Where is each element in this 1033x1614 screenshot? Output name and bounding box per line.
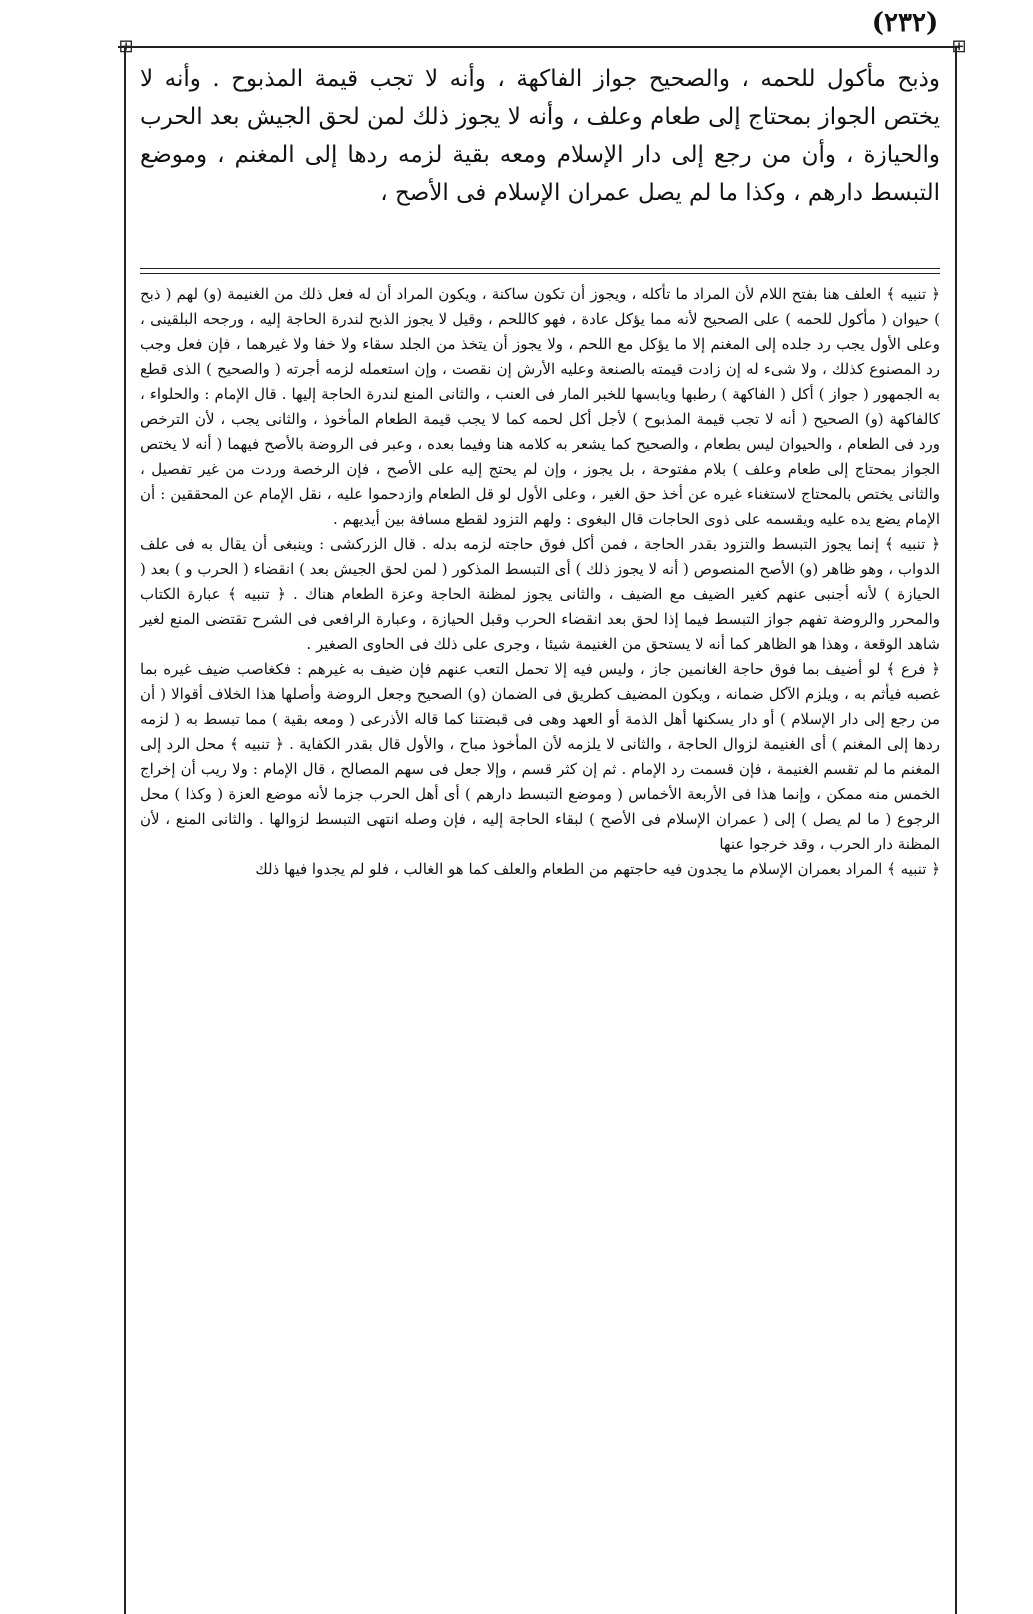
commentary-paragraph: ﴿ تنبيه ﴾ المراد بعمران الإسلام ما يجدون فيه حاجتهم من الطعام والعلف كما هو الغالب ، فلو لم يجدوا فيها ذلك — [255, 860, 940, 878]
frame-left-border — [124, 46, 126, 1614]
text-separator-rule — [140, 268, 940, 274]
corner-ornament-icon: ⊞ — [118, 36, 134, 57]
frame-top-border — [118, 46, 960, 48]
commentary-text — [140, 282, 940, 882]
frame-right-border — [955, 46, 957, 1614]
corner-ornament-icon: ⊞ — [951, 36, 967, 57]
main-text-paragraph: وذبح مأكول للحمه ، والصحيح جواز الفاكهة ، وأنه لا تجب قيمة المذبوح . وأنه لا يختص الجواز بمحتاج إلى طعام وعلف ، وأنه لا يجوز ذلك لمن لحق الجيش بعد الحرب والحيازة ، وأن من رجع إلى دار الإسلام ومعه بقية لزمه ردها إلى المغنم ، وموضع التبسط دارهم ، وكذا ما لم يصل عمران الإسلام فى الأصح ، — [140, 66, 940, 206]
commentary-paragraph: ﴿ فرع ﴾ لو أضيف بما فوق حاجة الغانمين جاز ، وليس فيه إلا تحمل التعب عنهم فإن ضيف به غيرهم : فكغاصب ضيف غيره بما غصبه فيأثم به ، ويلزم الآكل ضمانه ، ويكون المضيف كطريق فى الضمان (و) الصحيح وجعل الروضة وأصلها هذا الخلاف أقوالا ( أن من رجع إلى دار الإسلام ) أو دار يسكنها أهل الذمة أو العهد وهى فى قبضتنا كما قاله الأذرعى ( ومعه بقية ) مما تبسط به ( لزمه ردها إلى المغنم ) أى الغنيمة لزوال الحاجة ، والثانى لا يلزمه لأن المأخوذ مباح ، والأول قال بقدر الكفاية . ﴿ تنبيه ﴾ محل الرد إلى المغنم ما لم تقسم الغنيمة ، فإن قسمت رد الإمام . ثم إن كثر قسم ، وإلا جعل فى سهم المصالح ، قال الإمام : ولا ريب أن إخراج الخمس منه ممكن ، وإنما هذا فى الأربعة الأخماس ( وموضع التبسط دارهم ) أى أهل الحرب جزما لأنه موضع العزة ( وكذا ) محل الرجوع ( ما لم يصل ) إلى ( عمران الإسلام فى الأصح ) لبقاء الحاجة إليه ، فإن وصله انتهى التبسط لزوالها . والثانى المنع ، لأن المظنة دار الحرب ، وقد خرجوا عنها — [140, 660, 940, 853]
main-text — [140, 60, 940, 212]
commentary-paragraph: ﴿ تنبيه ﴾ العلف هنا بفتح اللام لأن المراد ما تأكله ، ويجوز أن تكون ساكنة ، ويكون المراد أن له فعل ذلك من الغنيمة (و) لهم ( ذبح ) حيوان ( مأكول للحمه ) على الصحيح لأنه مما يؤكل عادة ، فهو كاللحم ، وقيل لا يجوز الذبح لندرة الحاجة إليه ، ورجحه البلقينى ، وعلى الأول يجب رد جلده إلى المغنم إلا ما يؤكل مع اللحم ، ولا يجوز أن يتخذ من الجلد سقاء ولا خفا ولا غيرهما ، فإن فعل وجب رد المصنوع كذلك ، ولا شىء له إن زادت قيمته بالصنعة وعليه الأرش إن نقصت ، وإن استعمله لزمه أجرته ( والصحيح ) الذى قطع به الجمهور ( جواز ) أكل ( الفاكهة ) رطبها ويابسها للخبر المار فى العنب ، والثانى المنع لندرة الحاجة إليها . قال الإمام : والحلواء ، كالفاكهة (و) الصحيح ( أنه لا تجب قيمة المذبوح ) لأجل أكل لحمه كما لا يجب قيمة الطعام المأخوذ ، والثانى يجب ، لأن الترخص ورد فى الطعام ، والحيوان ليس بطعام ، والصحيح كما يشعر به كلامه هنا وفيما بعده ، وعبر فى الروضة بالأصح فيهما ( أنه لا يختص الجواز بمحتاج إلى طعام وعلف ) بلام مفتوحة ، بل يجوز ، وإن لم يحتج إليه على الأصح ، فإن الرخصة وردت من غير تفصيل ، والثانى يختص بالمحتاج لاستغناء غيره عن أخذ حق الغير ، وعلى الأول لو قل الطعام وازدحموا عليه ، نقل الإمام عن المحققين : أن الإمام يضع يده عليه ويقسمه على ذوى الحاجات قال البغوى : ولهم التزود لقطع مسافة بين أيديهم . — [140, 285, 940, 528]
commentary-paragraph: ﴿ تنبيه ﴾ إنما يجوز التبسط والتزود بقدر الحاجة ، فمن أكل فوق حاجته لزمه بدله . قال الزركشى : وينبغى أن يقال به فى علف الدواب ، وهو ظاهر (و) الأصح المنصوص ( أنه لا يجوز ذلك ) أى التبسط المذكور ( لمن لحق الجيش بعد ) انقضاء ( الحرب و ) بعد ( الحيازة ) لأنه أجنبى عنهم كغير الضيف مع الضيف ، والثانى يجوز لمظنة الحاجة وعزة الطعام هناك . ﴿ تنبيه ﴾ عبارة الكتاب والمحرر والروضة تفهم جواز التبسط فيما إذا لحق بعد انقضاء الحرب وقبل الحيازة ، وعبارة الرافعى فى الشرح تقتضى المنع لغير شاهد الوقعة ، وهذا هو الظاهر كما أنه لا يستحق من الغنيمة شيئا ، وجرى على ذلك فى الحاوى الصغير . — [140, 535, 940, 653]
page-number: (٢٣٢) — [871, 8, 939, 38]
